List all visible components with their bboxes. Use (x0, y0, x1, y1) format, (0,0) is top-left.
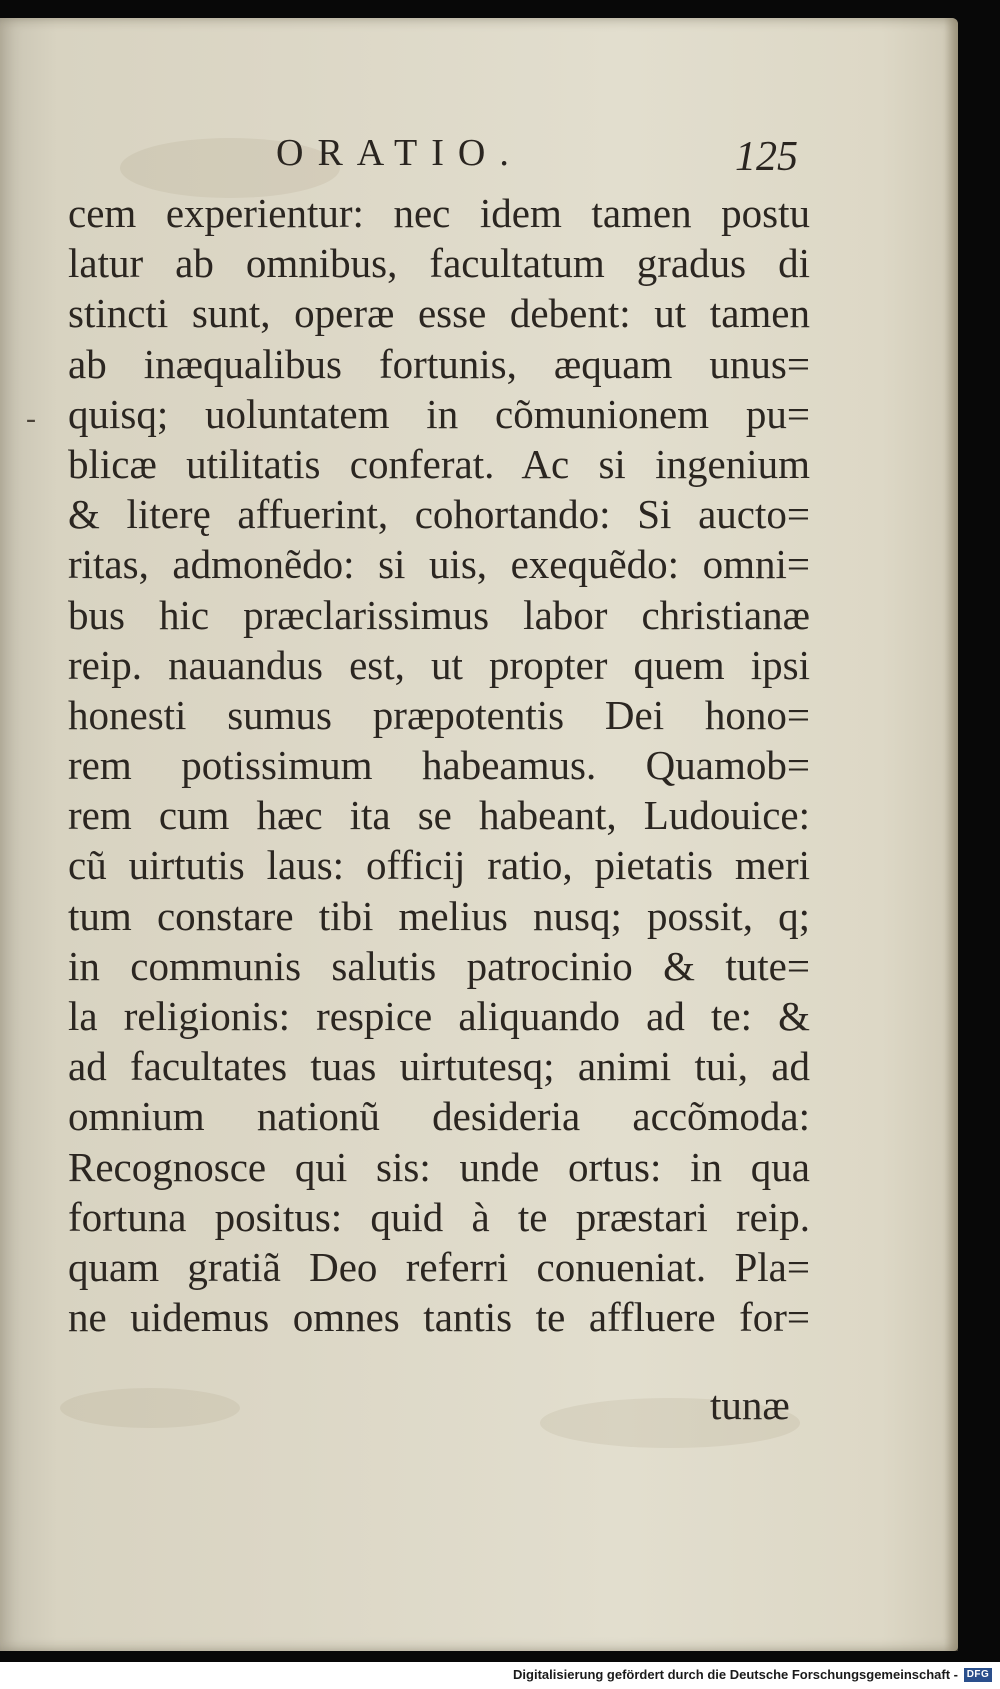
text-line: Recognosce qui sis: unde ortus: in qua (68, 1143, 810, 1190)
text-line: quisq; uoluntatem in cõmunionem pu= (68, 390, 810, 437)
text-line: rem potissimum habeamus. Quamob= (68, 742, 810, 789)
book-page (0, 18, 958, 1651)
text-line: ne uidemus omnes tantis te affluere for= (68, 1294, 810, 1341)
text-line: cũ uirtutis laus: officij ratio, pietatis meri (68, 842, 810, 889)
footer-credit: Digitalisierung gefördert durch die Deutsche Forschungsgemeinschaft - (513, 1667, 958, 1682)
text-line: cem experientur: nec idem tamen postu (68, 190, 810, 236)
dfg-logo-icon: DFG (964, 1668, 992, 1682)
running-title: ORATIO. (276, 132, 523, 174)
text-line: quam gratiã Deo referri conueniat. Pla= (68, 1243, 810, 1290)
text-line: bus hic præclarissimus labor christianæ (68, 591, 810, 638)
text-line: ab inæqualibus fortunis, æquam unus= (68, 340, 810, 387)
text-line: omnium nationũ desideria accõmoda: (68, 1093, 810, 1140)
page-edge (944, 18, 958, 1651)
text-line: in communis salutis patrocinio & tute= (68, 942, 810, 989)
page-number: 125 (735, 134, 798, 180)
text-line: ritas, admonẽdo: si uis, exequẽdo: omni= (68, 541, 810, 588)
text-line: stincti sunt, operæ esse debent: ut tamen (68, 290, 810, 337)
text-line: ad facultates tuas uirtutesq; animi tui, ad (68, 1043, 810, 1090)
text-line: tum constare tibi melius nusq; possit, q; (68, 892, 810, 939)
text-line: latur ab omnibus, facultatum gradus di (68, 240, 810, 287)
footer-bar (0, 1662, 1000, 1689)
paper-stain (60, 1388, 240, 1428)
text-line: blicæ utilitatis conferat. Ac si ingenium (68, 440, 810, 487)
body-text (68, 188, 810, 1342)
text-line: rem cum hæc ita se habeant, Ludouice: (68, 792, 810, 839)
margin-mark: - (26, 402, 36, 435)
text-line: & literę affuerint, cohortando: Si aucto= (68, 491, 810, 538)
text-line: reip. nauandus est, ut propter quem ipsi (68, 641, 810, 688)
text-line: honesti sumus præpotentis Dei hono= (68, 691, 810, 738)
text-line: fortuna positus: quid à te præstari reip. (68, 1193, 810, 1240)
running-head (0, 131, 958, 187)
catchword: tunæ (710, 1382, 790, 1428)
text-line: la religionis: respice aliquando ad te: & (68, 993, 810, 1039)
